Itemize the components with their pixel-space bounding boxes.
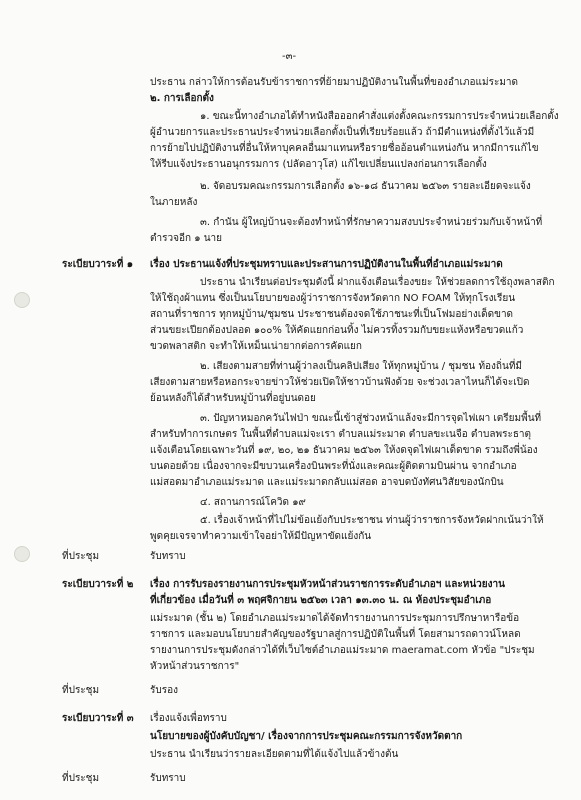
body-line: แม่สอดมาอำเภอแม่ระมาด และแม่ระมาดกลับแม่สอด อาจบดบังทัศนวิสัยของนักบิน (150, 477, 504, 488)
body-line: รายงานการประชุมดังกล่าวได้ที่เว็บไซต์อำเภอแม่ระมาด maeramat.com หัวข้อ "ประชุม (150, 645, 535, 656)
body-line: ให้รีบแจ้งประธานอนุกรรมการ (ปลัดอาวุโส) แก้ไขเปลี่ยนแปลงก่อนการเลือกตั้ง (150, 159, 487, 170)
agenda-2-title: เรื่อง การรับรองรายงานการประชุมหัวหน้าส่วนราชการระดับอำเภอฯ และหน่วยงาน (150, 579, 505, 590)
agenda-1-title: เรื่อง ประธานแจ้งที่ประชุมทราบและประสานการปฏิบัติงานในพื้นที่อำเภอแม่ระมาด (150, 259, 503, 270)
body-line: ส่วนขยะเปียกต้องปลอด ๑๐๐% ให้คัดแยกก่อนทิ้ง ไม่ควรทิ้งรวมกับขยะแห้งหรือขวดแก้ว (150, 325, 524, 336)
agenda-2-label: ระเบียบวาระที่ ๒ (62, 579, 134, 590)
body-line: สถานที่ราชการ ทุกหมู่บ้าน/ชุมชน ประชาชนต้องจดใช้ภาชนะที่เป็นโฟมอย่างเด็ดขาด (150, 309, 514, 320)
agenda-3-label: ระเบียบวาระที่ ๓ (62, 713, 134, 724)
body-line: ๕. เรื่องเจ้าหน้าที่ไปไม่ข้อแย้งกับประชาชน ท่านผู้ว่าราชการจังหวัดฝากเน้นว่าให้ (200, 515, 544, 526)
agenda-1-label: ระเบียบวาระที่ ๑ (62, 259, 134, 270)
body-line: ในภายหลัง (150, 197, 198, 208)
body-line: หัวหน้าส่วนราชการ" (150, 661, 240, 672)
binder-hole (14, 292, 30, 308)
body-line: บนดอยด้วย เนื่องจากจะมีขบวนเครื่องบินพระที่นั่งและคณะผู้ติดตามบินผ่าน จากอำเภอ (150, 461, 517, 472)
body-line: ๓. ปัญหาหมอกควันไฟป่า ขณะนี้เข้าสู่ช่วงหน้าแล้งจะมีการจุดไฟเผา เตรียมพื้นที่ (200, 413, 542, 424)
body-line: ประธาน นำเรียนต่อประชุมดังนี้ ฝากแจ้งเตือนเรื่องขยะ ให้ช่วยลดการใช้ถุงพลาสติก (200, 277, 555, 288)
binder-hole (14, 546, 30, 562)
body-line: การย้ายไปปฏิบัติงานที่อื่นให้หาบุคคลอื่นมาแทนหรือรายชื่ออ้อนตำแหน่งกัน หากมีการแก้ไข (150, 143, 539, 154)
meeting-result: รับทราบ (150, 773, 186, 784)
body-line: แม่ระมาด (ชั้น ๒) โดยอำเภอแม่ระมาดได้จัดทำรายงานการประชุมการปรึกษาหารือข้อ (150, 613, 520, 624)
meeting-label: ที่ประชุม (62, 551, 100, 562)
body-line: ๔. สถานการณ์โควิด ๑๙ (200, 497, 306, 508)
meeting-label: ที่ประชุม (62, 773, 100, 784)
page-number: -๓- (282, 51, 297, 62)
body-line: ผู้อำนวยการและประธานประจำหน่วยเลือกตั้งเป็นที่เรียบร้อยแล้ว ถ้ามีตำแหน่งที่ตั้งไว้แล้วมี (150, 127, 535, 138)
body-line: ให้ใช้ถุงผ้าแทน ซึ่งเป็นนโยบายของผู้ว่าราชการจังหวัดตาก NO FOAM ให้ทุกโรงเรียน (150, 293, 516, 304)
meeting-result: รับรอง (150, 685, 178, 696)
body-line: ๑. ขณะนี้ทางอำเภอได้ทำหนังสือออกคำสั่งแต่งตั้งคณะกรรมการประจำหน่วยเลือกตั้ง (200, 111, 559, 122)
body-line: แจ้งเตือนโดยเฉพาะวันที่ ๑๙, ๒๐, ๒๑ ธันวาคม ๒๕๖๓ ให้งดจุดไฟเผาเด็ดขาด รวมถึงพี่น้อง (150, 445, 538, 456)
meeting-label: ที่ประชุม (62, 685, 100, 696)
body-line: ๓. กำนัน ผู้ใหญ่บ้านจะต้องทำหน้าที่รักษาความสงบประจำหน่วยร่วมกับเจ้าหน้าที่ (200, 217, 543, 228)
body-line: ๒. เสียงตามสายที่ท่านผู้ว่าลงเป็นคลิปเสียง ให้ทุกหมู่บ้าน / ชุมชน ท้องถิ่นที่มี (200, 361, 523, 372)
body-line: ประธาน นำเรียนว่ารายละเอียดตามที่ได้แจ้งไปแล้วข้างต้น (150, 749, 399, 760)
body-line: เสียงตามสายหรือหอกระจายข่าวให้ช่วยเปิดให้ชาวบ้านฟังด้วย จะช่วงเวลาไหนก็ได้จะเปิด (150, 377, 530, 388)
meeting-result: รับทราบ (150, 551, 186, 562)
body-line: พูดคุยเจรจาทำความเข้าใจอย่าให้มีปัญหาขัดแย้งกัน (150, 531, 372, 542)
body-line: นโยบายของผู้บังคับบัญชา/ เรื่องจากการประชุมคณะกรรมการจังหวัดตาก (150, 731, 463, 742)
body-line: ราชการ และมอบนโยบายสำคัญของรัฐบาลสู่การปฏิบัติในพื้นที่ โดยสามารถดาวน์โหลด (150, 629, 521, 640)
agenda-3-title: เรื่องแจ้งเพื่อทราบ (150, 713, 227, 724)
body-line: สำหรับทำการเกษตร ในพื้นที่ตำบลแม่จะเรา ตำบลแม่ระมาด ตำบลขะเนจือ ตำบลพระธาตุ (150, 429, 532, 440)
agenda-2-title: ที่เกี่ยวข้อง เมื่อวันที่ ๓ พฤศจิกายน ๒๕๖๓ เวลา ๑๓.๓๐ น. ณ ห้องประชุมอำเภอ (150, 595, 492, 606)
chair-welcome-line: ประธาน กล่าวให้การต้อนรับข้าราชการที่ย้ายมาปฏิบัติงานในพื้นที่ของอำเภอแม่ระมาด (150, 77, 519, 88)
body-line: ย้อนหลังก็ได้สำหรับหมู่บ้านที่อยู่บนดอย (150, 393, 316, 404)
body-line: ขวดพลาสติก จะทำให้เหม็นเน่ายากต่อการคัดแยก (150, 341, 362, 352)
section-heading-election: ๒. การเลือกตั้ง (150, 93, 214, 104)
body-line: ๒. จัดอบรมคณะกรรมการเลือกตั้ง ๑๖-๑๘ ธันวาคม ๒๕๖๓ รายละเอียดจะแจ้ง (200, 181, 531, 192)
body-line: ตำรวจอีก ๑ นาย (150, 233, 223, 244)
